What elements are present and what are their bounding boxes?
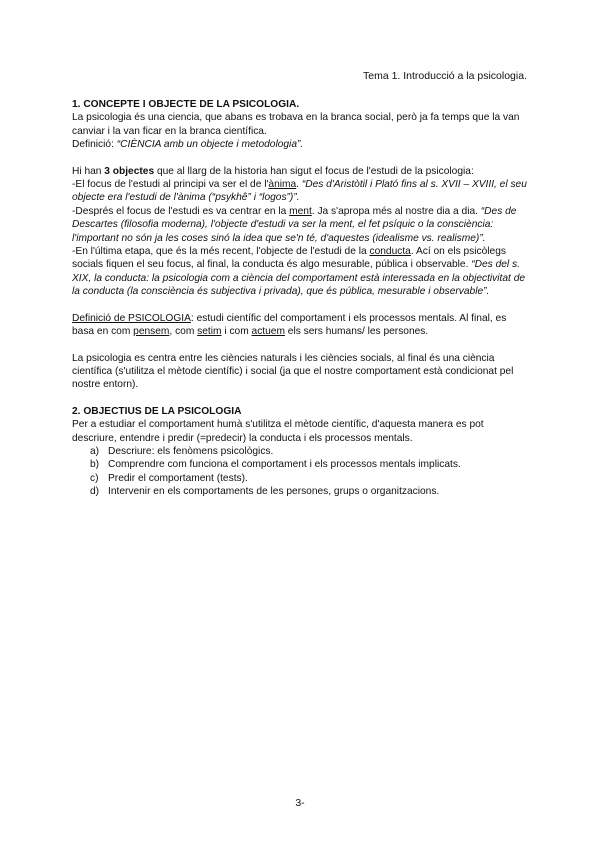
list-item: a) Descriure: els fenòmens psicològics.	[90, 445, 274, 457]
object-2: -Després el focus de l'estudi es va centrar en la ment. Ja s'apropa més al nostre dia a dia. “Des de Descartes (filosofia moderna), l'objecte d'estudi va ser la ment, el fet psíquic o la consciència: l'important no són ja les coses sinó la idea que se'n té, d'aquestes (idealisme vs. realisme)”.	[72, 205, 517, 244]
section-2-title: 2. OBJECTIUS DE LA PSICOLOGIA	[72, 405, 242, 417]
document-body	[72, 98, 530, 499]
section-1-title: 1. CONCEPTE I OBJECTE DE LA PSICOLOGIA.	[72, 99, 300, 110]
object-1: -El focus de l'estudi al principi va ser el de l'ànima. “Des d'Aristòtil i Plató fins al s. XVII – XVIII, el seu objecte era l'estudi de l'ànima (“psykhê” i “logos”)”.	[72, 179, 527, 204]
psychology-definition: Definició de PSICOLOGIA: estudi científic del comportament i els processos mentals. Al final, es basa en com pensem, com setim i com actuem els sers humans/ les persones.	[72, 312, 507, 338]
page-number: 3-	[295, 797, 305, 809]
page-header: Tema 1. Introducció a la psicologia.	[362, 70, 527, 82]
definition-line: Definició: “CIÈNCIA amb un objecte i metodologia”.	[72, 139, 304, 151]
object-3: -En l'última etapa, que és la més recent, l'objecte de l'estudi de la conducta. Ací on els psicòlegs socials fiquen el seu focus, al final, la conducta és algo mesurable, pública i observable. “Des del s. XIX, la conducta: la psicologia com a ciència del comportament està interessada en la objectivitat de la conducta (la consciència és subjectiva i privada), que és pública, mesurable i observable”.	[72, 246, 526, 298]
objectives-intro: Per a estudiar el comportament humà s'utilitza el mètode científic, d'aquesta manera es pot descriure, entendre i predir (=predecir) la conducta i els processos mentals.	[72, 419, 484, 444]
objects-intro: Hi han 3 objectes que al llarg de la historia han sigut el focus de l'estudi de la psicologia:	[72, 165, 474, 177]
objectives-list	[72, 445, 530, 499]
list-item: b) Comprendre com funciona el comportament i els processos mentals implicats.	[90, 459, 461, 471]
intro-paragraph: La psicologia és una ciencia, que abans es trobava en la branca social, però ja fa temps que la van canviar i la van ficar en la branca científica.	[72, 112, 520, 137]
list-item: d) Intervenir en els comportaments de les persones, grups o organitzacions.	[90, 486, 440, 498]
science-paragraph: La psicologia es centra entre les ciències naturals i les ciències socials, al final és una ciència científica (s'utilitza el mètode científic) i social (ja que el nostre comportament està condicionat pel nostre entorn).	[72, 352, 514, 391]
list-item: c) Predir el comportament (tests).	[90, 472, 248, 484]
